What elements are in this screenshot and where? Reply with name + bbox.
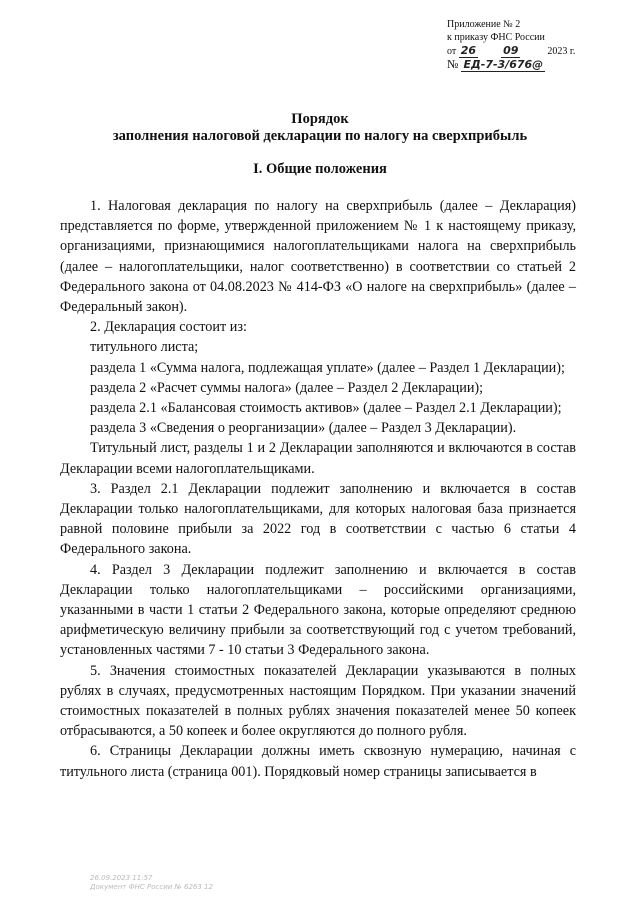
approval-from-label: от xyxy=(447,46,457,57)
approval-line-1: Приложение № 2 xyxy=(447,19,521,30)
paragraph-2: 2. Декларация состоит из: xyxy=(90,319,247,336)
footer-stamp-line-1: 26.09.2023 11:57 xyxy=(90,874,153,882)
paragraph-6: 6. Страницы Декларации должны иметь сквозную нумерацию, начиная с титульного листа (страница 001). Порядковый номер страницы записывается в xyxy=(60,743,576,780)
approval-day: 26 xyxy=(460,44,477,57)
paragraph-4: 4. Раздел 3 Декларации подлежит заполнению и включается в состав Декларации только налогоплательщиками – российскими организациями, указанными в части 1 статьи 2 Федерального закона, которые определяют среднюю арифметическую величину прибыли за соответствующий год с учетом требований, установленных частями 7 - 10 статьи 3 Федерального закона. xyxy=(60,561,576,659)
approval-block xyxy=(447,18,597,71)
approval-number-line xyxy=(447,58,597,71)
paragraph-3: 3. Раздел 2.1 Декларации подлежит заполнению и включается в состав Декларации только налогоплательщиками, для которых налоговая база признается равной половине прибыли за 2022 год в соответствии с частью 6 статьи 4 Федерального закона. xyxy=(60,480,576,558)
document-subtitle: заполнения налоговой декларации по налогу на сверхприбыль xyxy=(112,128,528,144)
approval-number-label: № xyxy=(447,57,459,71)
approval-number: ЕД-7-3/676@ xyxy=(463,58,544,71)
document-body xyxy=(60,196,576,782)
approval-year: 2023 г. xyxy=(547,46,576,57)
paragraph-5: 5. Значения стоимостных показателей Декларации указываются в полных рублях в случаях, предусмотренных настоящим Порядком. При указании значений стоимостных показателей в полных рублях значения показателей менее 50 копеек отбрасываются, а 50 копеек и более округляются до полного рубля. xyxy=(60,662,576,740)
list-item-section-1: раздела 1 «Сумма налога, подлежащая уплате» (далее – Раздел 1 Декларации); xyxy=(90,359,565,376)
list-item-section-2-1: раздела 2.1 «Балансовая стоимость активов» (далее – Раздел 2.1 Декларации); xyxy=(90,400,562,417)
footer-stamp xyxy=(90,874,213,892)
paragraph-title-sheet-note: Титульный лист, разделы 1 и 2 Декларации заполняются и включаются в состав Декларации всеми налогоплательщиками. xyxy=(60,440,576,477)
approval-date-line xyxy=(447,44,597,58)
approval-line-2: к приказу ФНС России xyxy=(447,32,545,43)
paragraph-1: 1. Налоговая декларация по налогу на сверхприбыль (далее – Декларация) представляется по форме, утвержденной приложением № 1 к настоящему приказу, организациями, признающимися налогоплательщиками налога на сверхприбыль (далее – налогоплательщики, налог соответственно) в соответствии со статьей 2 Федерального закона от 04.08.2023 № 414-ФЗ «О налоге на сверхприбыль» (далее – Федеральный закон). xyxy=(60,198,576,316)
section-heading: I. Общие положения xyxy=(253,161,387,177)
document-title: Порядок xyxy=(291,111,349,127)
footer-stamp-line-2: Документ ФНС России № 6263 12 xyxy=(90,883,213,891)
approval-month: 09 xyxy=(503,44,519,57)
list-item-section-2: раздела 2 «Расчет суммы налога» (далее – Раздел 2 Декларации); xyxy=(90,379,484,396)
list-item-title-sheet: титульного листа; xyxy=(90,339,199,356)
list-item-section-3: раздела 3 «Сведения о реорганизации» (далее – Раздел 3 Декларации). xyxy=(90,420,517,437)
